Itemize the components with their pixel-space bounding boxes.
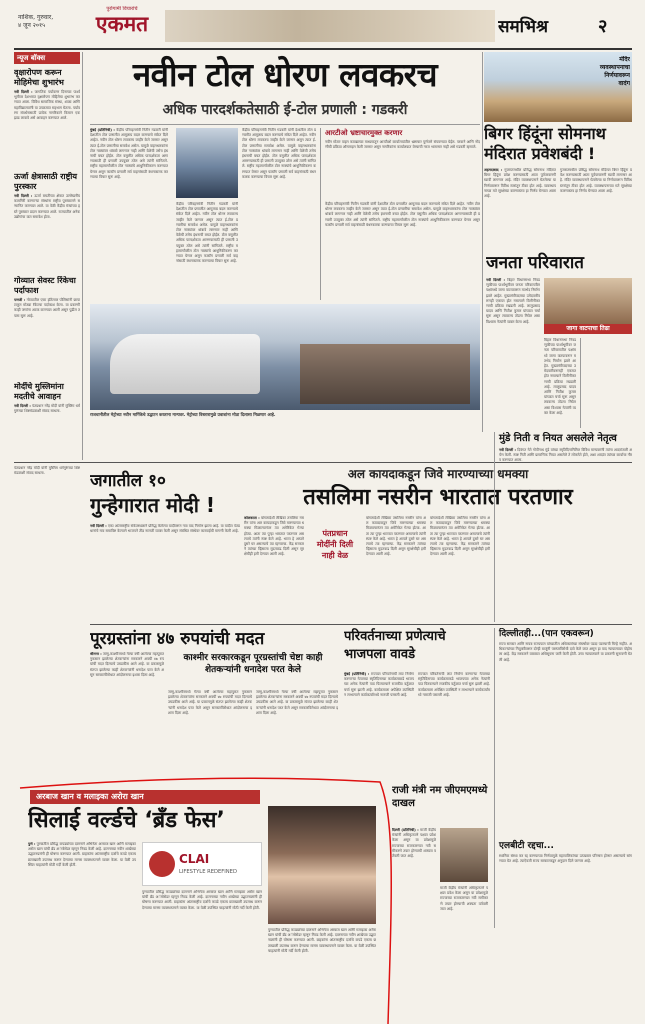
news-box-item-body: नवी दिल्ली : जागतिक पर्यावरण दिनाच्या पार्श्वभूमीवर देशभरात वृक्षारोपण मोहिमेचा शुभारंभ करण्यात आला. विविध सामाजिक संस्था, शाळा आणि महाविद्यालयांनी या उपक्रमात सहभाग घेतला. पर्यावरण संवर्धनासाठी प्रत्येक नागरिकाने किमान एक झाड लावावे असे आवाहन करण्यात आले. xyxy=(14,90,80,121)
munde-headline: मुंडे निती व नियत असलेले नेतृत्व xyxy=(499,433,617,444)
masthead xyxy=(0,0,645,50)
somnath-temple-photo xyxy=(484,52,632,122)
delhi-headline: दिल्लीतही...(पान एकवरून) xyxy=(499,629,594,639)
news-box-item xyxy=(14,382,80,460)
bjp-headline: परिवर्तनाच्या प्रणेत्याचे भाजपला वावडे xyxy=(344,629,446,662)
nasreen-inset-line: नाही वेळ xyxy=(321,551,349,560)
celebrity-photo xyxy=(268,806,376,924)
lead-subheadline: अधिक पारदर्शकतेसाठी ई-टोल प्रणाली : गडकरी xyxy=(162,102,408,118)
date-line-1: नाशिक, गुरुवार, xyxy=(18,14,54,21)
news-box-item-headline: मोदींचे मुस्लिमांना मदतीचे आवाहन xyxy=(14,382,64,401)
news-box-item xyxy=(14,172,80,272)
janata-body-col1: नवी दिल्ली : बिहार विधानसभा निवडणुकीच्या पार्श्वभूमीवर जनता परिवारातील पक्षांमध्ये जागा वाटपावरून मतभेद निर्माण झाले आहेत. मुख्यमंत्रीपदाच्या उमेदवारीवरूनही एकमत होत नसल्याने विलीनीकरणाची प्रक्रिया रखडली आहे. लालूप्रसाद यादव आणि नितीश कुमार यांच्यात चर्चा सुरू असून लवकरच तोडगा निघेल असा विश्वास नेत्यांनी व्यक्त केला आहे. xyxy=(486,278,540,324)
clai-world-ad xyxy=(142,842,262,886)
news-box xyxy=(14,52,80,460)
lead-headline: नवीन टोल धोरण लवकरच xyxy=(132,55,438,94)
fashion-body-col1: पुणे : पुण्यातील प्रसिद्ध कपड्यांच्या दालनाने अभिनेता अरबाज खान आणि मलाइका अरोरा खान यांची ब्रँड अॅम्बेसेडर म्हणून निवड केली आहे. दालनाच्या नवीन शाखेच्या उद्घाटनप्रसंगी ही घोषणा करण्यात आली. ग्राहकांना आंतरराष्ट्रीय दर्जाचे कपडे एकाच छताखाली उपलब्ध करून देण्याचा मानस व्यवस्थापनाने व्यक्त केला. या वेळी उपस्थित चाहत्यांनी मोठी गर्दी केली होती. xyxy=(28,842,136,867)
bjp-body-col2: राज्यात परिवर्तनाची लाट निर्माण करणाऱ्या नेत्याच्या स्मृतिदिनाच्या कार्यक्रमाकडे भाजपच्या अनेक नेत्यांनी पाठ फिरवल्याने राजकीय वर्तुळात चर्चा सुरू झाली आहे. कार्यक्रमाला अपेक्षित उपस्थिती न लाभल्याने कार्यकर्त्यांमध्ये नाराजी पसरली आहे. xyxy=(418,672,490,697)
photo-label xyxy=(576,56,630,96)
fashion-headline: सिलाई वर्ल्डचे ‘ब्रँड फेस’ xyxy=(28,808,225,833)
delhi-sub-body: स्थानिक संस्था कर रद्द करण्याच्या निर्णयामुळे महापालिकांच्या उत्पन्नावर परिणाम होणार असल्याचे सांगण्यात येत आहे. त्याऐवजी राज्य सरकारकडून अनुदान दिले जाणार आहे. xyxy=(499,854,632,864)
news-box-item-body: पणजी : गोव्यातील एका हॉटेलवर पोलिसांनी छापा टाकून मोठ्या रॅकेटचा पर्दाफाश केला. या प्रकरणी काही जणांना अटक करण्यात आली असून पुढील तपास सुरू आहे. xyxy=(14,298,80,318)
nasreen-body-col3: बांगलादेशी लेखिका तसलिमा नसरीन यांना अल कायदाकडून जिवे मारण्याच्या धमक्या मिळाल्यानंतर त्या अमेरिकेत गेल्या होत्या. आता त्या पुन्हा भारतात परतणार असल्याचे त्यांनी स्पष्ट केले आहे. भारत हे आपले दुसरे घर असल्याचे त्या म्हणाल्या. केंद्र सरकारने त्यांच्या व्हिसाला मुदतवाढ दिली असून सुरक्षेचीही हमी देण्यात आली आहे. xyxy=(430,516,490,557)
metro-photo xyxy=(90,304,480,410)
munde-box xyxy=(494,432,632,622)
metro-train-shape xyxy=(110,334,260,394)
section-label xyxy=(498,14,578,44)
left-column-continued: पंतप्रधान नरेंद्र मोदी यांनी मुस्लिम धर्मगुरूंच्या शिष्टमंडळाशी संवाद साधला. xyxy=(14,466,80,476)
clai-brand: CLAI xyxy=(179,852,210,866)
photo-label-line: व्यवस्थापनाचा xyxy=(599,64,630,71)
nasreen-headline: तसलिमा नसरीन भारतात परतणार xyxy=(303,485,573,510)
news-box-item-body: नवी दिल्ली : पंतप्रधान नरेंद्र मोदी यांनी मुस्लिम धर्मगुरूंच्या शिष्टमंडळाशी संवाद साधला. xyxy=(14,404,80,414)
flood-body-col1: श्रीनगर : जम्मू-काश्मीरमध्ये गेल्या वर्षी आलेल्या महापुरात नुकसान झालेल्या शेतकऱ्यांना सरकारने अवघी ४७ रुपयांची मदत दिल्याचे उघडकीस आले आहे. या प्रकारामुळे संतप्त झालेल्या काही शेतकऱ्यांनी धनादेश परत केले असून सरकारविरोधात आंदोलनाचा इशारा दिला आहे. xyxy=(90,652,164,677)
lead-body-col3: केंद्रीय परिवहनमंत्री नितीन गडकरी यांनी देशातील टोल प्रणालीत आमूलाग्र बदल करण्याचे संकेत दिले आहेत. नवीन टोल धोरण लवकरच जाहीर केले जाणार असून त्यात ई-टोल प्रणालीचा समावेश असेल. यामुळे वाहनधारकांना टोल नाक्यांवर थांबावे लागणार नाही आणि वेळेची तसेच इंधनाची बचत होईल. टोल वसुलीत अधिक पारदर्शकता आणण्यासाठी ही प्रणाली उपयुक्त ठरेल असे त्यांनी सांगितले. राष्ट्रीय महामार्गांवरील टोल नाक्यांचे आधुनिकीकरण करण्यात येणार असून फास्टॅग प्रणाली सर्व वाहनांसाठी बंधनकारक करण्याचा विचार सुरू आहे. xyxy=(242,128,316,179)
date-line-2: ४ जून २०१५ xyxy=(18,22,46,29)
nasreen-inset-line: मोदींनी दिली xyxy=(316,540,354,549)
masthead-date xyxy=(18,14,88,44)
photo-label-line: मंदिर xyxy=(619,56,630,63)
raje-body: दिल्ली (प्रतिनिधी) : माजी केंद्रीय मंत्र्यांनी अधिकृतपणे पक्षात प्रवेश केला असून या प्रवेशामुळे राज्याच्या राजकारणात नवी समीकरणे तयार होण्याची शक्यता वर्तवली जात आहे. xyxy=(392,828,436,859)
fashion-body-col3: पुण्यातील प्रसिद्ध कपड्यांच्या दालनाने अभिनेता अरबाज खान आणि मलाइका अरोरा खान यांची ब्रँड अॅम्बेसेडर म्हणून निवड केली आहे. दालनाच्या नवीन शाखेच्या उद्घाटनप्रसंगी ही घोषणा करण्यात आली. ग्राहकांना आंतरराष्ट्रीय दर्जाचे कपडे एकाच छताखाली उपलब्ध करून देण्याचा मानस व्यवस्थापनाने व्यक्त केला. या वेळी उपस्थित चाहत्यांनी मोठी गर्दी केली होती. xyxy=(268,928,376,953)
news-box-item-headline: वृक्षारोपण करून मोहिमेचा शुभारंभ xyxy=(14,68,64,87)
page-number: २ xyxy=(598,16,608,37)
news-box-item-body: नवी दिल्ली : ऊर्जा बचतीच्या क्षेत्रात उल्लेखनीय कामगिरी करणाऱ्या संस्थांना राष्ट्रीय पुरस्काराने सन्मानित करण्यात आले. या वेळी केंद्रीय मंत्र्यांच्या हस्ते पुरस्कार प्रदान करण्यात आले. राज्यातील अनेक उद्योगांचा यात समावेश होता. xyxy=(14,194,80,219)
news-box-title: न्यूज बॉक्स xyxy=(14,52,80,64)
masthead-rule xyxy=(14,48,632,50)
clai-tagline: LIFESTYLE REDEFINED xyxy=(179,869,237,875)
bjp-body-col1: मुंबई (प्रतिनिधी) : राज्यात परिवर्तनाची लाट निर्माण करणाऱ्या नेत्याच्या स्मृतिदिनाच्या कार्यक्रमाकडे भाजपच्या अनेक नेत्यांनी पाठ फिरवल्याने राजकीय वर्तुळात चर्चा सुरू झाली आहे. कार्यक्रमाला अपेक्षित उपस्थिती न लाभल्याने कार्यकर्त्यांमध्ये नाराजी पसरली आहे. xyxy=(344,672,414,697)
rto-sidebar-body-continued: केंद्रीय परिवहनमंत्री नितीन गडकरी यांनी देशातील टोल प्रणालीत आमूलाग्र बदल करण्याचे संकेत दिले आहेत. नवीन टोल धोरण लवकरच जाहीर केले जाणार असून त्यात ई-टोल प्रणालीचा समावेश असेल. यामुळे वाहनधारकांना टोल नाक्यांवर थांबावे लागणार नाही आणि वेळेची तसेच इंधनाची बचत होईल. टोल वसुलीत अधिक पारदर्शकता आणण्यासाठी ही प्रणाली उपयुक्त ठरेल असे त्यांनी सांगितले. राष्ट्रीय महामार्गांवरील टोल नाक्यांचे आधुनिकीकरण करण्यात येणार असून फास्टॅग प्रणाली सर्व वाहनांसाठी बंधनकारक करण्याचा विचार सुरू आहे. xyxy=(325,202,480,227)
metro-photo-caption: राजधानीतील मेट्रोच्या नवीन मार्गिकेचे उद्घाटन करताना मान्यवर. मेट्रोच्या विस्तारामुळे प्रवाशांना मोठा दिलासा मिळणार आहे. xyxy=(90,412,276,417)
news-box-item-headline: गोव्यात सेवस्ट रिंकेचा पर्दाफाश xyxy=(14,276,76,295)
delhi-body: राज्य सरकार आणि नायब राज्यपाल यांच्यातील अधिकारांच्या संघर्षावर पडदा पडण्याची चिन्हे नाहीत. अधिकाऱ्यांच्या नियुक्तीवरून दोन्ही बाजूंनी परस्परविरोधी दावे केले जात असून हा वाद न्यायालयात पोहोचला आहे. केंद्र सरकारने याबाबत अधिसूचना जारी केली होती. उच्च न्यायालयाने या प्रकरणी सुनावणी घेतली आहे. xyxy=(499,642,632,662)
lead-rule xyxy=(90,124,480,125)
fashion-kicker: अरबाज खान व मलाइका अरोरा खान xyxy=(30,790,260,804)
flood-body-col3: जम्मू-काश्मीरमध्ये गेल्या वर्षी आलेल्या महापुरात नुकसान झालेल्या शेतकऱ्यांना सरकारने अवघी ४७ रुपयांची मदत दिल्याचे उघडकीस आले आहे. या प्रकारामुळे संतप्त झालेल्या काही शेतकऱ्यांनी धनादेश परत केले असून सरकारविरोधात आंदोलनाचा इशारा दिला आहे. xyxy=(256,690,338,715)
delhi-sub-headline: एलबीटी रद्दचा... xyxy=(499,841,554,851)
photo-label-line: निर्णयावरून xyxy=(604,72,630,79)
gadkari-photo xyxy=(176,128,238,198)
modi-kicker: जगातील १० xyxy=(90,471,166,491)
rto-sidebar-body: नवीन मोटार वाहन कायद्याच्या माध्यमातून आरटीओ कार्यालयांतील भ्रष्टाचार पूर्णपणे संपवण्यात येईल. परवाने आणि नोंदणीची प्रक्रिया ऑनलाइन केली जाणार असून नागरिकांना कार्यालयात येण्याची गरज भासणार नाही असे गडकरी म्हणाले. xyxy=(325,140,480,150)
somnath-headline: बिगर हिंदूंना सोमनाथ मंदिरात प्रवेशबंदी ! xyxy=(484,124,606,163)
janata-headline: जनता परिवारात xyxy=(486,253,584,273)
janata-body-col2: बिहार विधानसभा निवडणुकीच्या पार्श्वभूमीवर जनता परिवारातील पक्षांमध्ये जागा वाटपावरून मतभेद निर्माण झाले आहेत. मुख्यमंत्रीपदाच्या उमेदवारीवरूनही एकमत होत नसल्याने विलीनीकरणाची प्रक्रिया रखडली आहे. लालूप्रसाद यादव आणि नितीश कुमार यांच्यात चर्चा सुरू असून लवकरच तोडगा निघेल असा विश्वास नेत्यांनी व्यक्त केला आहे. xyxy=(544,338,576,415)
lead-body-col2: केंद्रीय परिवहनमंत्री नितीन गडकरी यांनी देशातील टोल प्रणालीत आमूलाग्र बदल करण्याचे संकेत दिले आहेत. नवीन टोल धोरण लवकरच जाहीर केले जाणार असून त्यात ई-टोल प्रणालीचा समावेश असेल. यामुळे वाहनधारकांना टोल नाक्यांवर थांबावे लागणार नाही आणि वेळेची तसेच इंधनाची बचत होईल. टोल वसुलीत अधिक पारदर्शकता आणण्यासाठी ही प्रणाली उपयुक्त ठरेल असे त्यांनी सांगितले. राष्ट्रीय महामार्गांवरील टोल नाक्यांचे आधुनिकीकरण करण्यात येणार असून फास्टॅग प्रणाली सर्व वाहनांसाठी बंधनकारक करण्याचा विचार सुरू आहे. xyxy=(176,202,238,264)
nasreen-kicker: अल कायदाकडून जिवे मारण्याच्या धमक्या xyxy=(347,467,529,481)
flood-body-col2: जम्मू-काश्मीरमध्ये गेल्या वर्षी आलेल्या महापुरात नुकसान झालेल्या शेतकऱ्यांना सरकारने अवघी ४७ रुपयांची मदत दिल्याचे उघडकीस आले आहे. या प्रकारामुळे संतप्त झालेल्या काही शेतकऱ्यांनी धनादेश परत केले असून सरकारविरोधात आंदोलनाचा इशारा दिला आहे. xyxy=(168,690,252,715)
nasreen-body-col2: बांगलादेशी लेखिका तसलिमा नसरीन यांना अल कायदाकडून जिवे मारण्याच्या धमक्या मिळाल्यानंतर त्या अमेरिकेत गेल्या होत्या. आता त्या पुन्हा भारतात परतणार असल्याचे त्यांनी स्पष्ट केले आहे. भारत हे आपले दुसरे घर असल्याचे त्या म्हणाल्या. केंद्र सरकारने त्यांच्या व्हिसाला मुदतवाढ दिली असून सुरक्षेचीही हमी देण्यात आली आहे. xyxy=(366,516,426,557)
photo-label-line: वादंग xyxy=(618,80,630,87)
lalu-text-block xyxy=(580,338,632,428)
lead-body-col1: मुंबई (प्रतिनिधी) : केंद्रीय परिवहनमंत्री नितीन गडकरी यांनी देशातील टोल प्रणालीत आमूलाग्र बदल करण्याचे संकेत दिले आहेत. नवीन टोल धोरण लवकरच जाहीर केले जाणार असून त्यात ई-टोल प्रणालीचा समावेश असेल. यामुळे वाहनधारकांना टोल नाक्यांवर थांबावे लागणार नाही आणि वेळेची तसेच इंधनाची बचत होईल. टोल वसुलीत अधिक पारदर्शकता आणण्यासाठी ही प्रणाली उपयुक्त ठरेल असे त्यांनी सांगितले. राष्ट्रीय महामार्गांवरील टोल नाक्यांचे आधुनिकीकरण करण्यात येणार असून फास्टॅग प्रणाली सर्व वाहनांसाठी बंधनकारक करण्याचा विचार सुरू आहे. xyxy=(90,128,168,179)
raje-photo xyxy=(440,828,488,882)
column-rule xyxy=(82,52,83,460)
nasreen-inset-line: पंतप्रधान xyxy=(322,529,348,538)
news-box-item xyxy=(14,68,80,168)
brand-block xyxy=(82,6,162,46)
nasreen-body-col1: कोलकाता : बांगलादेशी लेखिका तसलिमा नसरीन यांना अल कायदाकडून जिवे मारण्याच्या धमक्या मिळाल्यानंतर त्या अमेरिकेत गेल्या होत्या. आता त्या पुन्हा भारतात परतणार असल्याचे त्यांनी स्पष्ट केले आहे. भारत हे आपले दुसरे घर असल्याचे त्या म्हणाल्या. केंद्र सरकारने त्यांच्या व्हिसाला मुदतवाढ दिली असून सुरक्षेचीही हमी देण्यात आली आहे. xyxy=(244,516,304,557)
section-name: समभिश्र xyxy=(498,17,549,37)
fashion-body-col2: पुण्यातील प्रसिद्ध कपड्यांच्या दालनाने अभिनेता अरबाज खान आणि मलाइका अरोरा खान यांची ब्रँड अॅम्बेसेडर म्हणून निवड केली आहे. दालनाच्या नवीन शाखेच्या उद्घाटनप्रसंगी ही घोषणा करण्यात आली. ग्राहकांना आंतरराष्ट्रीय दर्जाचे कपडे एकाच छताखाली उपलब्ध करून देण्याचा मानस व्यवस्थापनाने व्यक्त केला. या वेळी उपस्थित चाहत्यांनी मोठी गर्दी केली होती. xyxy=(142,890,262,910)
flood-subheadline: काश्मीर सरकारकडून पूरग्रस्तांची चेष्टा काही शेतकऱ्यांनी धनादेश परत केले xyxy=(183,653,323,675)
masthead-banner-image xyxy=(165,10,495,42)
raje-headline: राजी मंत्री नम जीएमएमध्ये दाखल xyxy=(392,785,488,809)
brand-logo: एकमत xyxy=(95,12,149,36)
janata-photo xyxy=(544,278,632,324)
crowd-shape xyxy=(300,344,470,404)
janata-photo-label: जागा वाटपाचा तिढा xyxy=(544,324,632,334)
column-rule xyxy=(482,52,483,432)
brand-tagline: पुरोगामी विचारांचे xyxy=(106,6,138,12)
raje-body-continued: माजी केंद्रीय मंत्र्यांनी अधिकृतपणे पक्षात प्रवेश केला असून या प्रवेशामुळे राज्याच्या राजकारणात नवी समीकरणे तयार होण्याची शक्यता वर्तवली जात आहे. xyxy=(440,886,488,911)
somnath-body-col2: गुजरातमधील प्रसिद्ध सोमनाथ मंदिरात बिगर हिंदूंना प्रवेश करण्यासाठी आता पूर्वपरवानगी घ्यावी लागणार आहे. मंदिर व्यवस्थापनाने घेतलेल्या या निर्णयावरून विविध स्तरांतून टीका होत आहे. व्यवस्थापनाच्या मते सुरक्षेच्या कारणास्तव हा निर्णय घेण्यात आला आहे. xyxy=(560,168,632,193)
section-rule xyxy=(90,624,632,625)
somnath-body-col1: अहमदाबाद : गुजरातमधील प्रसिद्ध सोमनाथ मंदिरात बिगर हिंदूंना प्रवेश करण्यासाठी आता पूर्वपरवानगी घ्यावी लागणार आहे. मंदिर व्यवस्थापनाने घेतलेल्या या निर्णयावरून विविध स्तरांतून टीका होत आहे. व्यवस्थापनाच्या मते सुरक्षेच्या कारणास्तव हा निर्णय घेण्यात आला आहे. xyxy=(484,168,556,199)
clai-logo-mark xyxy=(149,851,175,877)
munde-body: नवी दिल्ली : दिवंगत नेते गोपीनाथ मुंडे यांच्या स्मृतिदिनानिमित्त विविध मान्यवरांनी त्यांना आदरांजली अर्पण केली. स्पष्ट निती आणि प्रामाणिक नियत असलेले ते लोकनेते होते, अशा शब्दांत त्यांच्या कार्याचा गौरव करण्यात आला. xyxy=(499,448,632,463)
modi-headline: गुन्हेगारात मोदी ! xyxy=(90,493,216,517)
rto-sidebar xyxy=(320,128,480,300)
flood-headline: पूरग्रस्तांना ४७ रुपयांची मदत xyxy=(90,629,265,649)
news-box-item xyxy=(14,276,80,376)
nasreen-inset xyxy=(308,528,362,574)
modi-body: नवी दिल्ली : एका आंतरराष्ट्रीय संकेतस्थळाने प्रसिद्ध केलेल्या यादीवरून नवा वाद निर्माण झाला आहे. या यादीत पंतप्रधानांचे नाव समाविष्ट केल्याने भाजपने तीव्र नाराजी व्यक्त केली असून संबंधित संस्थेवर कारवाईची मागणी केली आहे. xyxy=(90,524,240,534)
news-box-item-headline: ऊर्जा क्षेत्रासाठी राष्ट्रीय पुरस्कार xyxy=(14,172,78,191)
rto-sidebar-headline: आरटीओ भ्रष्टाचारमुक्त करणार xyxy=(325,129,403,137)
